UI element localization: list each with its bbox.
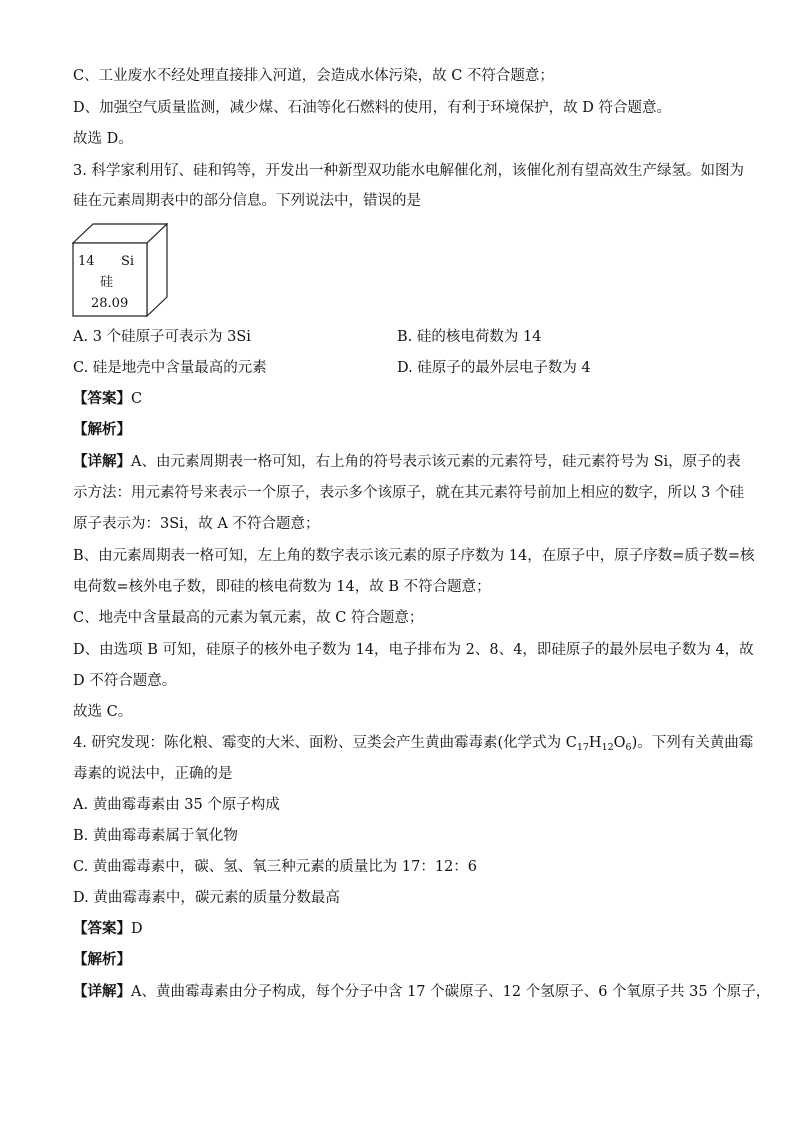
answer-label: 【答案】: [73, 390, 131, 407]
element-symbol: Si: [121, 254, 135, 269]
detail-line: 【详解】A、由元素周期表一格可知，右上角的符号表示该元素的元素符号，硅元素符号为 Si，原子的表: [73, 453, 741, 470]
option-d: D. 硅原子的最外层电子数为 4: [397, 360, 591, 376]
answer-value: C: [131, 391, 143, 407]
atomic-number: 14: [78, 254, 95, 269]
text-line: 故选 D。: [73, 131, 133, 147]
option-c: C. 黄曲霉毒素中，碳、氢、氧三种元素的质量比为 17：12：6: [73, 859, 478, 875]
periodic-table-cell: [72, 223, 168, 317]
analysis-label: 【解析】: [73, 421, 131, 438]
detail-line: B、由元素周期表一格可知，左上角的数字表示该元素的原子序数为 14，在原子中，原子序数=质子数=核: [73, 548, 755, 564]
detail-line: 示方法：用元素符号来表示一个原子，表示多个该原子，就在其元素符号前加上相应的数字，所以 3 个硅: [73, 485, 744, 501]
question-3-stem: 硅在元素周期表中的部分信息。下列说法中，错误的是: [73, 193, 421, 209]
atomic-mass: 28.09: [91, 296, 129, 311]
detail-label: 【详解】: [73, 983, 131, 1000]
option-b: B. 硅的核电荷数为 14: [397, 329, 542, 345]
question-4-stem: 毒素的说法中，正确的是: [73, 766, 233, 782]
option-d: D. 黄曲霉毒素中，碳元素的质量分数最高: [73, 890, 340, 906]
answer-line: [73, 919, 143, 939]
selection-line: 故选 C。: [73, 704, 133, 720]
text-line: C、工业废水不经处理直接排入河道，会造成水体污染，故 C 不符合题意；: [73, 68, 554, 84]
detail-line: D、由选项 B 可知，硅原子的核外电子数为 14，电子排布为 2、8、4，即硅原子的最外层电子数为 4，故: [73, 642, 754, 658]
answer-value: D: [131, 921, 143, 937]
detail-line: C、地壳中含量最高的元素为氧元素，故 C 符合题意；: [73, 610, 424, 626]
answer-line: [73, 389, 142, 409]
detail-line: D 不符合题意。: [73, 673, 177, 689]
detail-line: 电荷数=核外电子数，即硅的核电荷数为 14，故 B 不符合题意；: [73, 579, 491, 595]
option-c: C. 硅是地壳中含量最高的元素: [73, 360, 267, 376]
detail-line: 原子表示为：3Si，故 A 不符合题意；: [73, 516, 320, 532]
option-a: A. 3 个硅原子可表示为 3Si: [73, 329, 251, 345]
text-line: D、加强空气质量监测，减少煤、石油等化石燃料的使用，有利于环境保护，故 D 符合题意。: [73, 100, 671, 116]
element-name: 硅: [100, 275, 114, 290]
answer-label: 【答案】: [73, 920, 131, 937]
detail-line: 【详解】A、黄曲霉毒素由分子构成，每个分子中含 17 个碳原子、12 个氢原子、6 个氧原子共 35 个原子，: [73, 983, 771, 1000]
question-4-stem: 4. 研究发现：陈化粮、霉变的大米、面粉、豆类会产生黄曲霉毒素(化学式为 $C_{17}H_{12}O_6$)。下列有关黄曲霉: [73, 735, 754, 753]
question-3-stem: 3. 科学家利用钌、硅和钨等，开发出一种新型双功能水电解催化剂，该催化剂有望高效生产绿氢。如图为: [73, 163, 744, 179]
analysis-label: 【解析】: [73, 951, 131, 968]
option-b: B. 黄曲霉毒素属于氧化物: [73, 828, 238, 844]
option-a: A. 黄曲霉毒素由 35 个原子构成: [73, 797, 280, 813]
detail-label: 【详解】: [73, 453, 131, 470]
